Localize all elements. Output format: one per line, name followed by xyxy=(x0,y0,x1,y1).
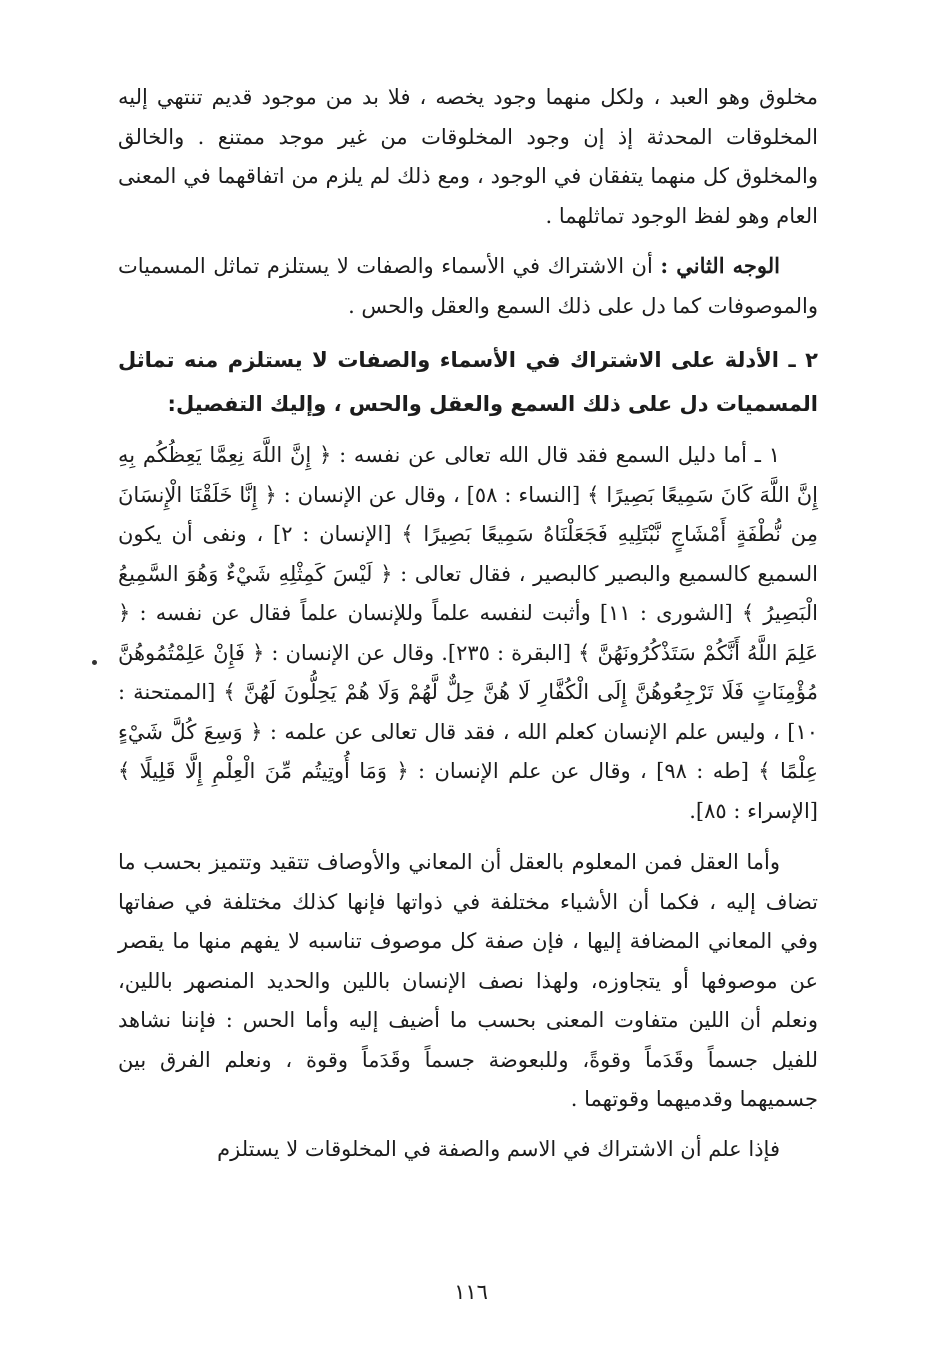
margin-dot xyxy=(92,660,97,665)
paragraph-conclusion: فإذا علم أن الاشتراك في الاسم والصفة في المخلوقات لا يستلزم xyxy=(217,1136,780,1161)
spacer xyxy=(118,236,818,246)
section-heading: ٢ ـ الأدلة على الاشتراك في الأسماء والصفات لا يستلزم منه تماثل المسميات دل على ذلك السمع والعقل والحس ، وإليك التفصيل: xyxy=(118,348,818,416)
paragraph-evidence-hearing: ١ ـ أما دليل السمع فقد قال الله تعالى عن نفسه : ﴿ إِنَّ اللَّهَ نِعِمَّا يَعِظُكُم بِهِ إِنَّ اللَّهَ كَانَ سَمِيعًا بَصِيرًا ﴾ [النساء : ٥٨] ، وقال عن الإنسان : ﴿ إِنَّا خَلَقْنَا الْإِنسَانَ مِن نُّطْفَةٍ أَمْشَاجٍ نَّبْتَلِيهِ فَجَعَلْنَاهُ سَمِيعًا بَصِيرًا ﴾ [الإنسان : ٢] ، ونفى أن يكون السميع كالسميع والبصير كالبصير ، فقال تعالى : ﴿ لَيْسَ كَمِثْلِهِ شَيْءٌ وَهُوَ السَّمِيعُ الْبَصِيرُ ﴾ [الشورى : ١١] وأثبت لنفسه علماً وللإنسان علماً فقال عن نفسه : ﴿ عَلِمَ اللَّهُ أَنَّكُمْ سَتَذْكُرُونَهُنَّ ﴾ [البقرة : ٢٣٥]. وقال عن الإنسان : ﴿ فَإِنْ عَلِمْتُمُوهُنَّ مُؤْمِنَاتٍ فَلَا تَرْجِعُوهُنَّ إِلَى الْكُفَّارِ لَا هُنَّ حِلٌّ لَّهُمْ وَلَا هُمْ يَحِلُّونَ لَهُنَّ ﴾ [الممتحنة : ١٠] ، وليس علم الإنسان كعلم الله ، فقد قال تعالى عن علمه : ﴿ وَسِعَ كُلَّ شَيْءٍ عِلْمًا ﴾ [طه : ٩٨] ، وقال عن علم الإنسان : ﴿ وَمَا أُوتِيتُم مِّنَ الْعِلْمِ إِلَّا قَلِيلًا ﴾ [الإسراء : ٨٥]. xyxy=(118,443,819,823)
second-aspect-text: أن الاشتراك في الأسماء والصفات لا يستلزم تماثل المسميات والموصوفات كما دل على ذلك السمع والعقل والحس . xyxy=(118,254,818,318)
spacer xyxy=(118,426,818,436)
spacer xyxy=(118,1120,818,1130)
page-body xyxy=(118,78,818,1169)
paragraph-opening: مخلوق وهو العبد ، ولكل منهما وجود يخصه ، فلا بد من موجود قديم تنتهي إليه المخلوقات المحدثة إذ إن وجود المخلوقات من غير موجد ممتنع . والخالق والمخلوق كل منهما يتفقان في الوجود ، ومع ذلك لم يلزم من اتفاقهما في المعنى العام وهو لفظ الوجود تماثلهما . xyxy=(118,85,818,228)
paragraph-evidence-reason: وأما العقل فمن المعلوم بالعقل أن المعاني والأوصاف تتقيد وتتميز بحسب ما تضاف إليه ، فكما أن الأشياء مختلفة في ذواتها فإنها كذلك مختلفة في صفاتها وفي المعاني المضافة إليها ، فإن صفة كل موصوف تناسبه لا يفهم منها ما يقصر عن موصوفها أو يتجاوزه، ولهذا نصف الإنسان باللين والحديد المنصهر باللين، ونعلم أن اللين متفاوت المعنى بحسب ما أضيف إليه وأما الحس : فإننا نشاهد للفيل جسماً وقَدَماً وقوةً، وللبعوضة جسماً وقَدَماً وقوة ، ونعلم الفرق بين جسميهما وقدميهما وقوتهما . xyxy=(118,850,818,1111)
spacer xyxy=(118,831,818,843)
paragraph-second-aspect xyxy=(118,246,818,326)
page-number: ١١٦ xyxy=(454,1280,488,1304)
second-aspect-label: الوجه الثاني : xyxy=(660,253,780,278)
spacer xyxy=(118,326,818,338)
